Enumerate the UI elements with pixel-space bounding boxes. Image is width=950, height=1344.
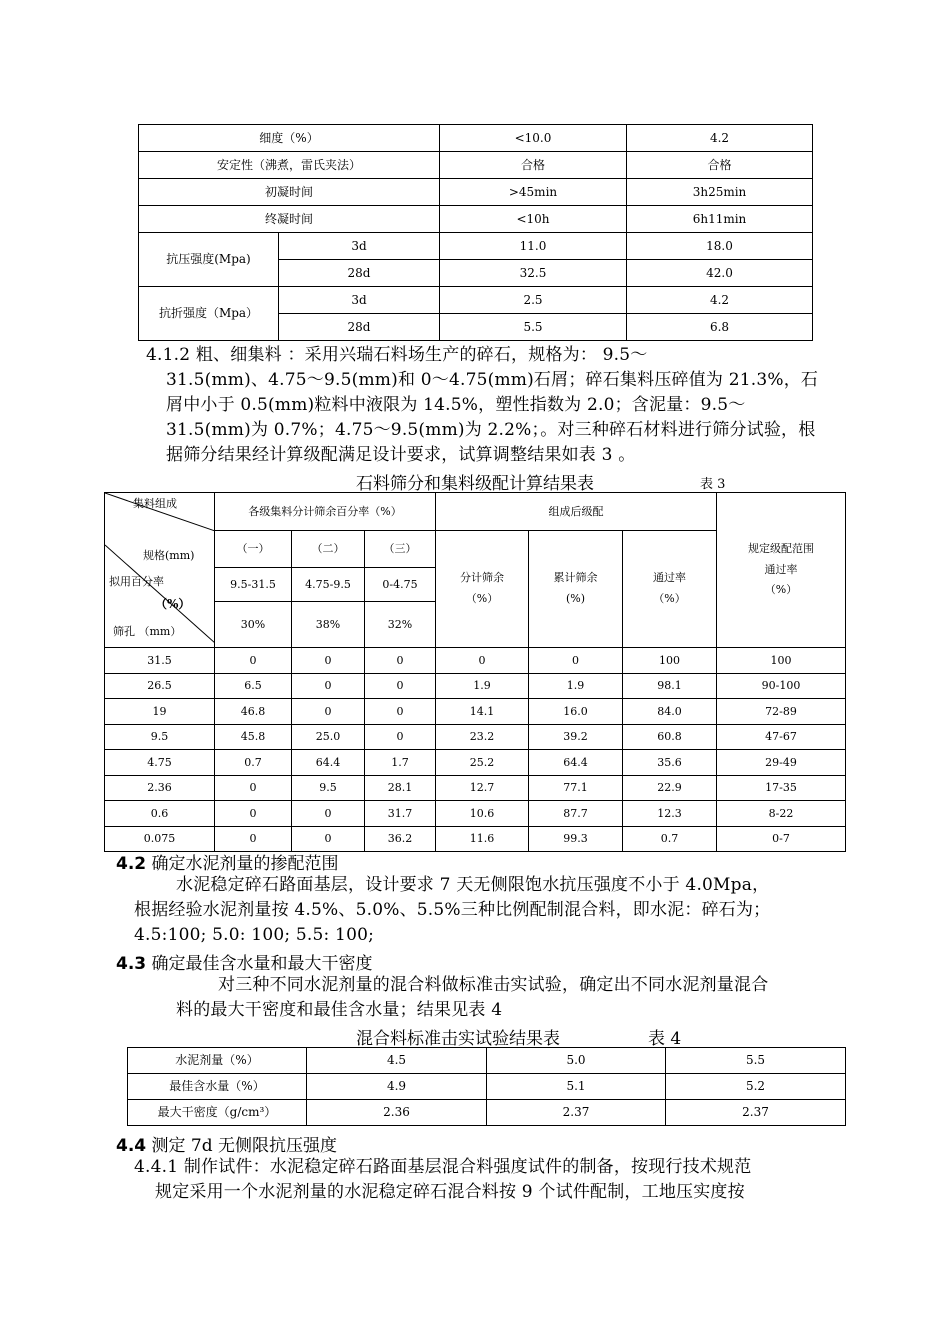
cumulative-header: 累计筛余 (%) [529,531,623,648]
sub-pct: 30% [215,602,292,648]
age-value: 3d [279,287,440,314]
partial-1: 0 [215,648,292,674]
partial-3: 0 [365,724,436,750]
partial-retained: 10.6 [436,801,529,827]
cell-value: 5.2 [666,1074,846,1100]
row-label: 初凝时间 [139,179,440,206]
section-44-line: 规定采用一个水泥剂量的水泥稳定碎石混合料按 9 个试件配制，工地压实度按 [155,1182,745,1202]
spec-range: 47-67 [717,724,846,750]
sub-pct: 32% [365,602,436,648]
gradation-table [104,492,846,852]
cell-value: 2.36 [307,1100,487,1126]
passing-rate: 22.9 [623,775,717,801]
table3-label: 表 3 [700,477,726,492]
sub-num: （一） [215,531,292,568]
table-header-row [105,493,846,531]
cell-value: 5.1 [487,1074,666,1100]
result-value: 6.8 [627,314,813,341]
section-42-title: 确定水泥剂量的掺配范围 [151,854,339,874]
sub-spec: 0-4.75 [365,568,436,602]
spec-range: 29-49 [717,750,846,776]
compaction-table [127,1047,846,1126]
sub-spec: 4.75-9.5 [292,568,365,602]
compressive-label: 抗压强度(Mpa) [139,233,279,287]
sieve-size: 9.5 [105,724,215,750]
group-composed-header: 组成后级配 [436,493,717,531]
range-header: 规定级配范围 通过率 （%） [717,493,846,648]
partial-3: 36.2 [365,826,436,852]
partial-3: 28.1 [365,775,436,801]
age-value: 28d [279,314,440,341]
section-44-heading [116,1131,337,1156]
partial-2: 25.0 [292,724,365,750]
table-row [105,750,846,776]
partial-retained: 1.9 [436,673,529,699]
sieve-size: 31.5 [105,648,215,674]
result-value: 18.0 [627,233,813,260]
section-43-title: 确定最佳含水量和最大干密度 [151,954,373,974]
partial-2: 9.5 [292,775,365,801]
passing-rate: 0.7 [623,826,717,852]
sub-num: （三） [365,531,436,568]
spec-value: 11.0 [440,233,627,260]
passing-rate: 60.8 [623,724,717,750]
sieve-size: 4.75 [105,750,215,776]
section-42-heading [116,849,339,874]
table4-label: 表 4 [648,1029,682,1049]
passing-header: 通过率 （%） [623,531,717,648]
partial-1: 0.7 [215,750,292,776]
table-row [105,699,846,725]
section-43-number: 4.3 [116,954,147,974]
table-row [139,206,813,233]
table-row [105,648,846,674]
table4-title: 混合料标准击实试验结果表 [356,1029,560,1049]
spec-value: 5.5 [440,314,627,341]
diag-spec-label: 规格(mm) [143,549,195,562]
section-44-title: 测定 7d 无侧限抗压强度 [151,1136,338,1156]
partial-2: 0 [292,699,365,725]
partial-1: 46.8 [215,699,292,725]
partial-2: 0 [292,801,365,827]
section-412-line: 屑中小于 0.5(mm)粒料中液限为 14.5%，塑性指数为 2.0；含泥量：9.5～ [166,395,746,415]
spec-range: 8-22 [717,801,846,827]
partial-2: 0 [292,673,365,699]
section-44-line: 4.4.1 制作试件：水泥稳定碎石路面基层混合料强度试件的制备，按现行技术规范 [134,1157,752,1177]
partial-3: 0 [365,699,436,725]
sieve-size: 0.6 [105,801,215,827]
cumulative-retained: 39.2 [529,724,623,750]
cement-properties-table [138,124,813,341]
table-row [139,179,813,206]
section-44-number: 4.4 [116,1136,147,1156]
partial-3: 1.7 [365,750,436,776]
table-row [105,775,846,801]
partial-3: 31.7 [365,801,436,827]
spec-range: 0-7 [717,826,846,852]
diag-pct-unit: （%） [155,597,191,611]
row-label: 最大干密度（g/cm³） [128,1100,307,1126]
table-row [128,1048,846,1074]
partial-1: 0 [215,826,292,852]
diag-pct-label: 拟用百分率 [109,575,164,588]
sub-pct: 38% [292,602,365,648]
section-42-number: 4.2 [116,854,147,874]
cumulative-retained: 16.0 [529,699,623,725]
cell-value: 4.9 [307,1074,487,1100]
section-42-line: 水泥稳定碎石路面基层，设计要求 7 天无侧限饱水抗压强度不小于 4.0Mpa， [176,875,770,895]
spec-value: <10.0 [440,125,627,152]
section-43-line: 对三种不同水泥剂量的混合料做标准击实试验，确定出不同水泥剂量混合 [218,975,769,995]
section-412-line: 31.5(mm)、4.75～9.5(mm)和 0～4.75(mm)石屑；碎石集料压碎值为 21.3%，石 [166,370,819,390]
cumulative-retained: 64.4 [529,750,623,776]
spec-value: 2.5 [440,287,627,314]
cell-value: 4.5 [307,1048,487,1074]
result-value: 42.0 [627,260,813,287]
row-label: 水泥剂量（%） [128,1048,307,1074]
partial-retained: 0 [436,648,529,674]
sieve-size: 0.075 [105,826,215,852]
passing-rate: 100 [623,648,717,674]
partial-retained: 23.2 [436,724,529,750]
result-value: 3h25min [627,179,813,206]
table-row [128,1074,846,1100]
cumulative-retained: 77.1 [529,775,623,801]
partial-header: 分计筛余 （%） [436,531,529,648]
table-row [139,152,813,179]
group-partial-header: 各级集料分计筛余百分率（%） [215,493,436,531]
row-label: 最佳含水量（%） [128,1074,307,1100]
diagonal-lines [105,493,215,647]
sub-num: （二） [292,531,365,568]
section-412-line: 31.5(mm)为 0.7%；4.75～9.5(mm)为 2.2%；。对三种碎石材料进行筛分试验，根 [166,420,816,440]
section-43-heading [116,949,373,974]
cumulative-retained: 1.9 [529,673,623,699]
cumulative-retained: 87.7 [529,801,623,827]
sieve-size: 26.5 [105,673,215,699]
spec-value: 32.5 [440,260,627,287]
partial-retained: 11.6 [436,826,529,852]
table-row [105,724,846,750]
passing-rate: 12.3 [623,801,717,827]
row-label: 细度（%） [139,125,440,152]
partial-1: 45.8 [215,724,292,750]
diag-top-label: 集料组成 [133,497,177,510]
partial-retained: 14.1 [436,699,529,725]
diagonal-header [105,493,215,648]
partial-1: 0 [215,801,292,827]
result-value: 4.2 [627,125,813,152]
passing-rate: 98.1 [623,673,717,699]
spec-range: 72-89 [717,699,846,725]
section-43-line: 料的最大干密度和最佳含水量；结果见表 4 [176,1000,503,1020]
spec-range: 100 [717,648,846,674]
passing-rate: 84.0 [623,699,717,725]
sieve-size: 2.36 [105,775,215,801]
cumulative-retained: 0 [529,648,623,674]
spec-range: 90-100 [717,673,846,699]
section-412-line: 4.1.2 粗、细集料 ：采用兴瑞石料场生产的碎石，规格为： 9.5～ [146,345,648,365]
partial-1: 0 [215,775,292,801]
row-label: 安定性（沸煮，雷氏夹法） [139,152,440,179]
passing-rate: 35.6 [623,750,717,776]
result-value: 合格 [627,152,813,179]
cell-value: 2.37 [666,1100,846,1126]
table-row [105,673,846,699]
table3-title: 石料筛分和集料级配计算结果表 [356,474,594,494]
table-row [139,287,813,314]
diag-sieve-label: 筛孔 （mm） [113,625,182,638]
table-row [139,125,813,152]
table-row [128,1100,846,1126]
result-value: 4.2 [627,287,813,314]
cell-value: 5.0 [487,1048,666,1074]
result-value: 6h11min [627,206,813,233]
spec-value: 合格 [440,152,627,179]
spec-range: 17-35 [717,775,846,801]
table-row [105,826,846,852]
flexural-label: 抗折强度（Mpa） [139,287,279,341]
partial-retained: 25.2 [436,750,529,776]
age-value: 28d [279,260,440,287]
row-label: 终凝时间 [139,206,440,233]
spec-value: >45min [440,179,627,206]
partial-retained: 12.7 [436,775,529,801]
partial-2: 64.4 [292,750,365,776]
partial-1: 6.5 [215,673,292,699]
section-42-line: 根据经验水泥剂量按 4.5%、5.0%、5.5%三种比例配制混合料，即水泥：碎石为； [134,900,771,920]
sub-spec: 9.5-31.5 [215,568,292,602]
table-row [139,233,813,260]
partial-2: 0 [292,648,365,674]
sieve-size: 19 [105,699,215,725]
partial-2: 0 [292,826,365,852]
section-42-line: 4.5:100; 5.0: 100; 5.5: 100; [134,925,375,945]
spec-value: <10h [440,206,627,233]
table-row [105,801,846,827]
partial-3: 0 [365,648,436,674]
section-412-line: 据筛分结果经计算级配满足设计要求，试算调整结果如表 3 。 [166,445,636,465]
age-value: 3d [279,233,440,260]
cell-value: 2.37 [487,1100,666,1126]
partial-3: 0 [365,673,436,699]
gradation-rows [105,648,846,852]
cell-value: 5.5 [666,1048,846,1074]
cumulative-retained: 99.3 [529,826,623,852]
